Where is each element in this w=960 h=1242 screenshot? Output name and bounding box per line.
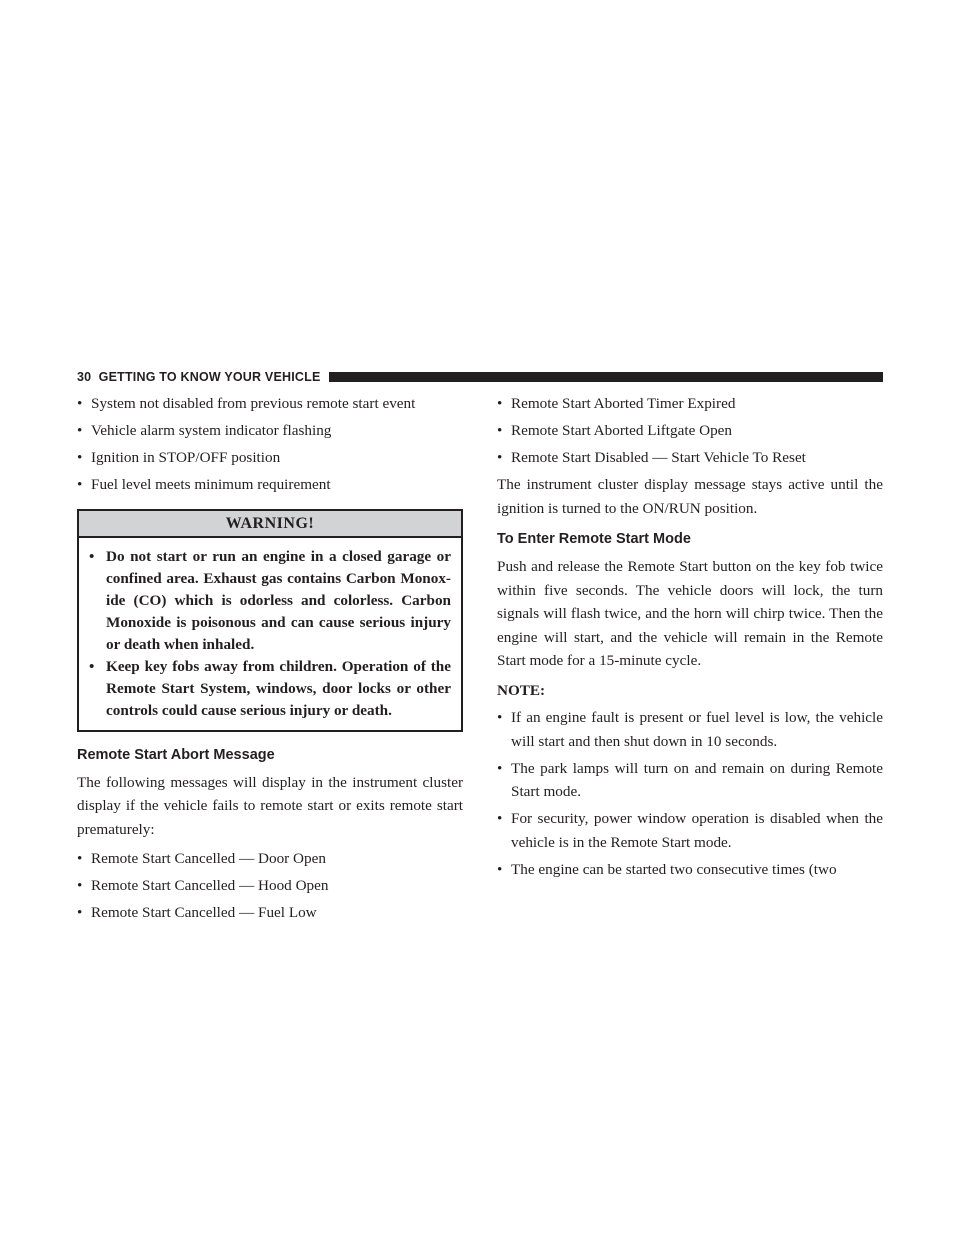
abort-heading: Remote Start Abort Message — [77, 746, 275, 763]
abort-intro: The following messages will display in the instrument cluster display if the vehicle fails to remote start or exits remote start prematurely: — [77, 773, 463, 838]
warning-item: • Keep key fobs away from children. Operation of the Remote Start System, windows, door locks or other controls could cause serious injury or death. — [87, 656, 451, 722]
list-item: • System not disabled from previous remote start event — [77, 392, 463, 416]
list-item: • Remote Start Cancelled — Hood Open — [77, 874, 463, 898]
warning-box — [77, 509, 463, 732]
list-item: • Vehicle alarm system indicator flashing — [77, 419, 463, 443]
list-item: • Remote Start Disabled — Start Vehicle To Reset — [497, 446, 883, 470]
note-item: • The park lamps will turn on and remain on during Remote Start mode. — [497, 757, 883, 804]
list-item: • Fuel level meets minimum requirement — [77, 473, 463, 497]
list-item: • Remote Start Cancelled — Door Open — [77, 847, 463, 871]
abort-messages-cont-list — [497, 392, 883, 470]
list-item: • Ignition in STOP/OFF position — [77, 446, 463, 470]
warning-body — [79, 538, 461, 730]
right-column — [497, 392, 883, 885]
page-header-text — [77, 370, 321, 384]
notes-list — [497, 706, 883, 881]
warning-item: • Do not start or run an engine in a closed garage or confined area. Exhaust gas contains Carbon Monox-ide (CO) which is odorless and colorless. Carbon Monoxide is poisonous and can cause serious injury or death when inhaled. — [87, 546, 451, 656]
cluster-paragraph: The instrument cluster display message stays active until the ignition is turned to the ON/RUN position. — [497, 476, 883, 517]
note-item: • If an engine fault is present or fuel level is low, the vehicle will start and then shut down in 10 seconds. — [497, 706, 883, 753]
note-item: • The engine can be started two consecutive times (two — [497, 858, 883, 882]
note-item: • For security, power window operation is disabled when the vehicle is in the Remote Start mode. — [497, 807, 883, 854]
list-item: • Remote Start Aborted Timer Expired — [497, 392, 883, 416]
page-header — [77, 367, 883, 387]
list-item: • Remote Start Cancelled — Fuel Low — [77, 901, 463, 925]
header-rule — [329, 372, 884, 382]
abort-messages-list — [77, 847, 463, 925]
enter-heading: To Enter Remote Start Mode — [497, 531, 691, 547]
section-title: GETTING TO KNOW YOUR VEHICLE — [98, 370, 321, 384]
requirements-list — [77, 392, 463, 497]
enter-paragraph: Push and release the Remote Start button on the key fob twice within five seconds. The vehicle doors will lock, the turn signals will flash twice, and the horn will chirp twice. Then the engine will start, and the vehicle will remain in the Remote Start mode for a 15-minute cycle. — [497, 558, 883, 669]
list-item: • Remote Start Aborted Liftgate Open — [497, 419, 883, 443]
warning-title: WARNING! — [79, 511, 461, 538]
left-column — [77, 392, 463, 928]
page-number: 30 — [77, 370, 92, 384]
note-label: NOTE: — [497, 681, 546, 699]
warning-list — [87, 546, 451, 722]
